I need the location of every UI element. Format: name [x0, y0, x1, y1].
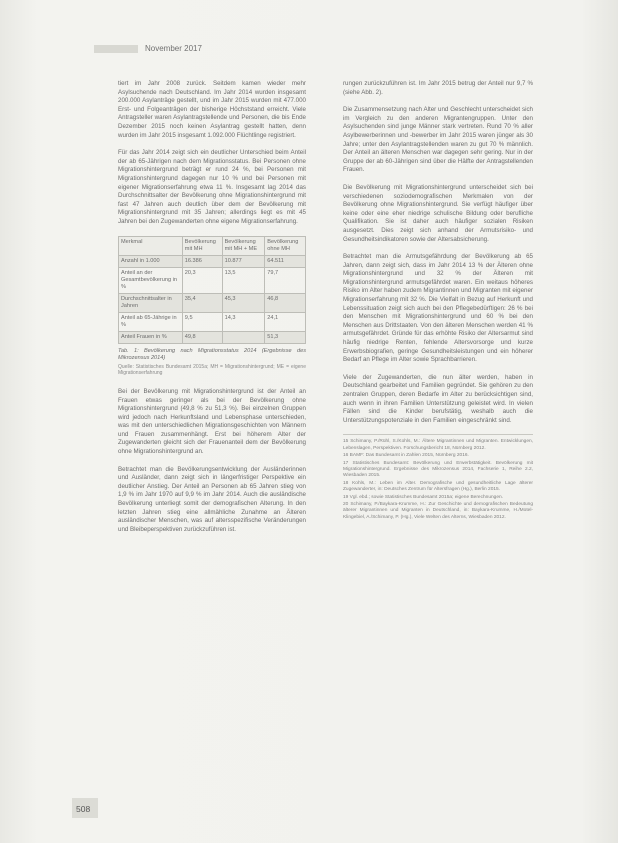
table-cell: 35,4 — [182, 293, 222, 312]
table-cell: 79,7 — [265, 267, 306, 293]
table-row — [119, 331, 306, 343]
table-row — [119, 267, 306, 293]
table-header-cell: Bevölkerung ohne MH — [265, 236, 306, 255]
right-paragraph-1: rungen zurückzuführen ist. Im Jahr 2015 betrug der Anteil nur 9,7 % (siehe Abb. 2). — [343, 80, 533, 96]
footnote: 15 Schimany, P./Rühl, S./Kohls, M.: Ältere Migrantinnen und Migranten. Entwicklungen, Lebenslagen, Perspektiven. Forschungsbericht 18, Nürnberg 2012. — [343, 439, 533, 451]
table-cell: 13,5 — [222, 267, 265, 293]
running-header: November 2017 — [145, 44, 202, 53]
table-cell: 9,5 — [182, 312, 222, 331]
table-row — [119, 293, 306, 312]
table-cell: 14,3 — [222, 312, 265, 331]
table-caption: Tab. 1: Bevölkerung nach Migrationsstatus 2014 (Ergebnisse des Mikrozensus 2014) — [118, 347, 306, 361]
footnote: 17 Statistisches Bundesamt: Bevölkerung und Erwerbstätigkeit. Bevölkerung mit Migrationshintergrund. Ergebnisse des Mikrozensus 2014, Fachserie 1, Reihe 2.2, Wiesbaden 2015. — [343, 460, 533, 479]
table-header-row — [119, 236, 306, 255]
table-cell: 51,3 — [265, 331, 306, 343]
table-cell: 49,8 — [182, 331, 222, 343]
right-column — [343, 80, 533, 522]
table-cell: 10.877 — [222, 255, 265, 267]
table-header-cell: Merkmal — [119, 236, 183, 255]
table-cell: Anzahl in 1.000 — [119, 255, 183, 267]
table-cell — [222, 331, 265, 343]
page-number: 508 — [76, 804, 91, 814]
footnote: 19 Vgl. ebd.; sowie Statistisches Bundesamt 2015a; eigene Berechnungen. — [343, 494, 504, 500]
table-source: Quelle: Statistisches Bundesamt 2015a; MH = Migrationshintergrund; ME = eigene Migrationserfahrung — [118, 363, 306, 376]
left-column — [118, 80, 306, 543]
population-table — [118, 236, 306, 344]
table-cell: Anteil an der Gesamtbevölkerung in % — [119, 267, 183, 293]
table-cell: 20,3 — [182, 267, 222, 293]
right-paragraph-4: Betrachtet man die Armutsgefährdung der Bevölkerung ab 65 Jahren, dann zeigt sich, dass im Jahr 2014 13 % der Älteren ohne Migrationshintergrund und 32 % der Älteren mit Migrationshintergrund armutsgefährdet waren. Ein weitaus höheres Risiko im Alter haben zudem Migrantinnen und Migranten mit eigener Migrationserfahrung mit 32 %. Die Vielfalt in Bezug auf Herkunft und Lebenssituation zeigt sich auch bei den Pflegebedürftigen: 26 % bei den Menschen mit Migrationshintergrund und 60 % bei den Menschen aus Drittstaaten. Von den älteren Menschen werden 41 % armutsgefährdet. Gründe für das erhöhte Risiko der Altersarmut sind häufig niedrige Renten, fehlende Altersvorsorge und kurze Erwerbsbiografien, geringe Gesundheitsleistungen und ein höherer Bedarf an Pflege im Alter sowie Sprachbarrieren. — [343, 253, 533, 364]
left-paragraph-2: Für das Jahr 2014 zeigt sich ein deutlicher Unterschied beim Anteil der ab 65-Jährigen nach dem Migrationsstatus. Bei Personen ohne Migrationshintergrund beträgt er rund 24 %, bei Personen mit Migrationshintergrund dagegen nur 10 % und bei Personen mit eigener Migrationserfahrung etwa 11 %. Insgesamt lag 2014 das Durchschnittsalter der Bevölkerung ohne Migrationshintergrund mit fast 47 Jahren auch deutlich über dem der Bevölkerung mit Migrationshintergrund mit 35 Jahren; allerdings liegt es mit 45 Jahren bei den Zugewanderten ohne eigene Migrationserfahrung. — [118, 149, 306, 225]
table-cell: 64.511 — [265, 255, 306, 267]
left-paragraph-1: tiert im Jahr 2008 zurück. Seitdem kamen wieder mehr Asylsuchende nach Deutschland. Im Jahr 2014 wurden insgesamt 200.000 Asylanträge gestellt, und im Jahr 2015 wurden mit 477.000 Erst- und Folgeanträgen der bisherige Höchststand erreicht. Viele Antragsteller waren Asylantragstellende und Personen, die bis Ende Dezember 2015 noch keinen Asylantrag gestellt hatten, denn wurden im Jahr 2015 insgesamt 1.092.000 Flüchtlinge registriert. — [118, 80, 306, 139]
left-paragraph-4: Betrachtet man die Bevölkerungsentwicklung der Ausländerinnen und Ausländer, dann zeigt sich in längerfristiger Perspektive ein deutlicher Anstieg. Der Anteil an Personen ab 65 Jahren stieg von 1,9 % im Jahr 1970 auf 9,9 % im Jahr 2014. Auch die ausländische Bevölkerung unterliegt somit der demografischen Alterung. In den letzten Jahren stieg eine allmähliche Zunahme an Älteren ausländischer Menschen, was auf altersspezifische Veränderungen und Bleibeperspektiven zurückzuführen ist. — [118, 465, 306, 533]
left-paragraph-3: Bei der Bevölkerung mit Migrationshintergrund ist der Anteil an Frauen etwas geringer als bei der Bevölkerung ohne Migrationshintergrund (49,8 % zu 51,3 %). Bei einzelnen Gruppen wird jedoch nach Herkunftsland und Lebensphase unterschieden, was mit den unterschiedlichen Migrationsgeschichten von Männern und Frauen zusammenhängt. Erst bei höherem Alter der Zugewanderten gleicht sich der Frauenanteil dem der Bevölkerung ohne Migrationshintergrund an. — [118, 387, 306, 456]
footnotes — [343, 434, 533, 521]
right-paragraph-3: Die Bevölkerung mit Migrationshintergrund unterscheidet sich bei verschiedenen soziodemografischen Merkmalen von der Bevölkerung ohne Migrationshintergrund. Sie verfügt häufiger über keine oder eine eher niedrige schulische Bildung oder berufliche Qualifikation. Sie ist daher auch häufiger sozialen Risiken ausgesetzt. Dies zeigt sich anhand der Armutsrisiko- und Gesundheitsindikatoren sowie der Altersabsicherung. — [343, 183, 533, 243]
footnote: 20 Schimany, P./Baykara-Krumme, H.: Zur Geschichte und demografischen Bedeutung älterer Migrantinnen und Migranten in Deutschland, in: Baykara-Krumme, H./Motel-Klingebiel, A./Schimany, P. (Hg.), Viele Welten des Alterns, Wiesbaden 2012. — [343, 502, 533, 520]
table-row — [119, 255, 306, 267]
footnote: 18 Kohls, M.: Leben im Alter. Demografische und gesundheitliche Lage älterer Zugewanderter, in: Deutsches Zentrum für Altersfragen (Hg.), Berlin 2015. — [343, 480, 533, 493]
table-cell: Anteil ab 65-Jährige in % — [119, 312, 183, 331]
table-cell: 46,8 — [265, 293, 306, 312]
right-paragraph-5: Viele der Zugewanderten, die nun älter werden, haben in Deutschland gearbeitet und Familien gegründet. Sie gehören zu den zentralen Gruppen, deren Bedarfe im Alter zu berücksichtigen sind, auch wenn in ihren Familien Unterstützung geleistet wird. In vielen Fällen sind die Kinder berufstätig, weshalb auch die Unterstützungspotenziale in den Familien eingeschränkt sind. — [343, 373, 533, 424]
right-paragraph-2: Die Zusammensetzung nach Alter und Geschlecht unterscheidet sich im Vergleich zu den anderen Migrantengruppen. Unter den Asylsuchenden sind junge Männer stark vertreten. Rund 70 % aller Asylbewerberinnen und -bewerber im Jahr 2015 waren jünger als 30 Jahre; unter den Asylantragstellenden waren zu gut 70 % männlich. Der Anteil an älteren Menschen war dagegen sehr gering. Nur in der Gruppe der ab 60-Jährigen sind über die Hälfte der Antragstellenden Frauen. — [343, 106, 533, 174]
header-bar — [94, 45, 138, 53]
table-cell: Durchschnittsalter in Jahren — [119, 293, 183, 312]
table-header-cell: Bevölkerung mit MH + ME — [222, 236, 265, 255]
footnote: 16 BAMF: Das Bundesamt in Zahlen 2015, Nürnberg 2016. — [343, 453, 469, 459]
table-header-cell: Bevölkerung mit MH — [182, 236, 222, 255]
table-cell: 16.386 — [182, 255, 222, 267]
table-cell: Anteil Frauen in % — [119, 331, 183, 343]
table-cell: 45,3 — [222, 293, 265, 312]
table-row — [119, 312, 306, 331]
table-cell: 24,1 — [265, 312, 306, 331]
